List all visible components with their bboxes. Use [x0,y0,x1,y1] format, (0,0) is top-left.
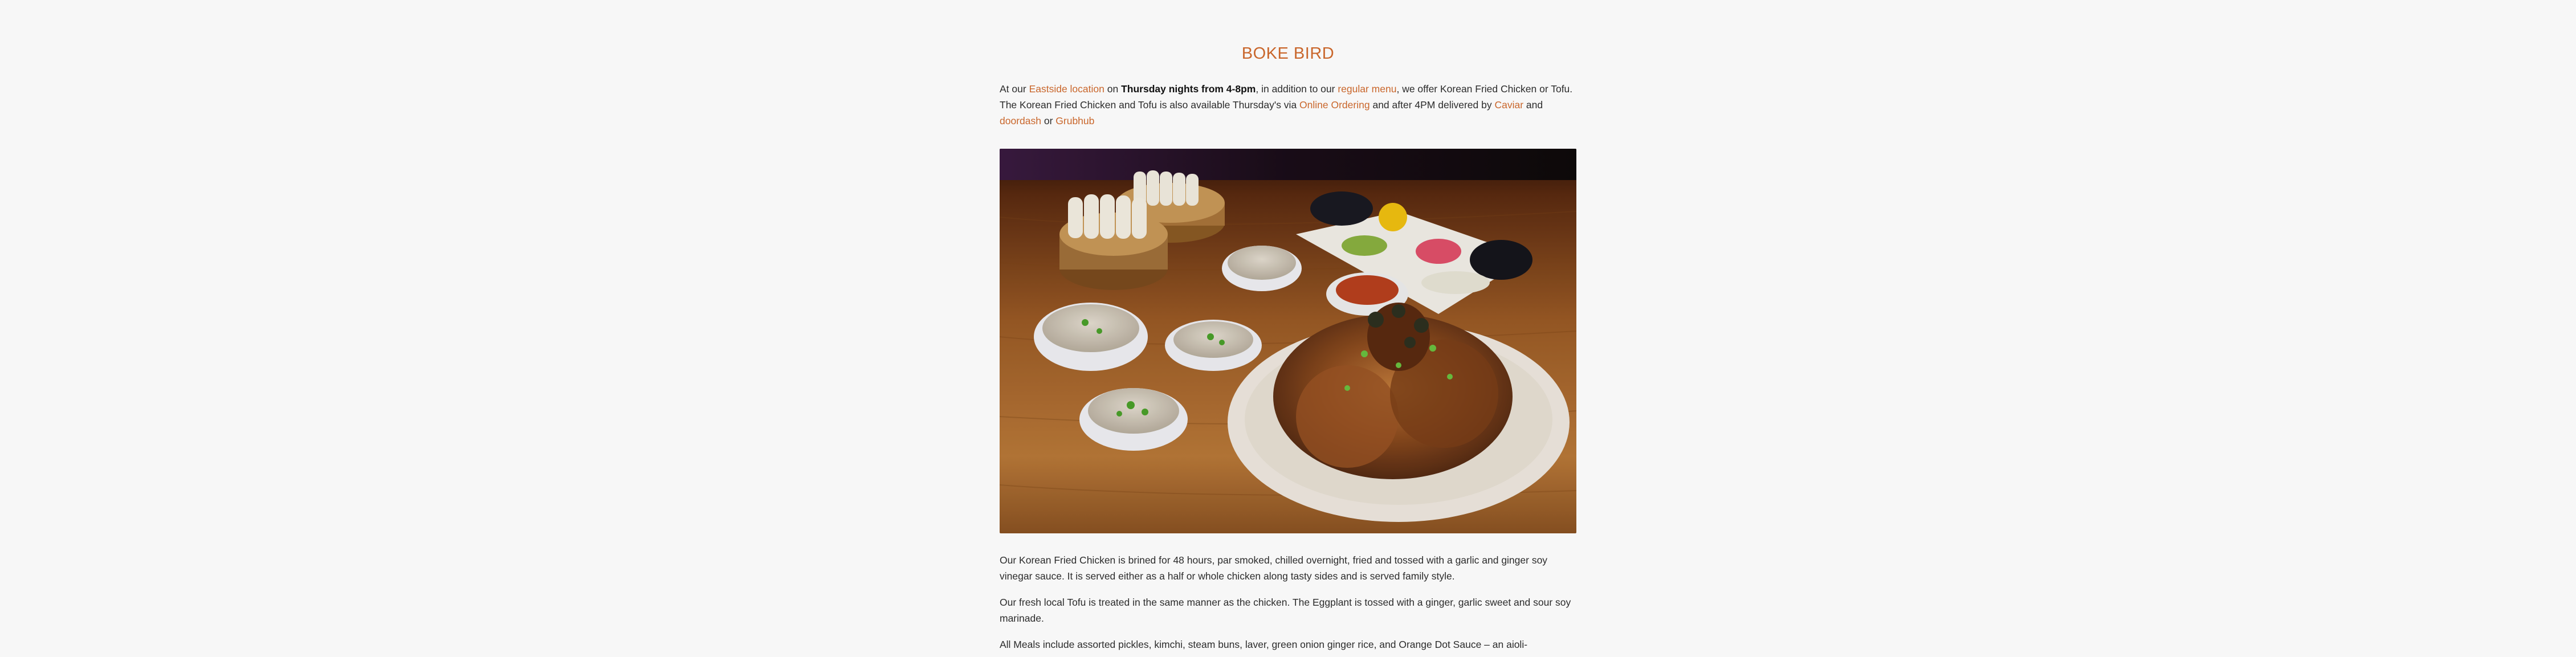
intro-text: , we offer Korean Fried Chicken or Tofu. The Korean Fried Chicken and Tofu is also available Thursday's via [1000,83,1573,111]
tofu-description: Our fresh local Tofu is treated in the same manner as the chicken. The Eggplant is tossed with a ginger, garlic sweet and sour soy marinade. [1000,597,1571,624]
eastside-location-link[interactable]: Eastside location [1029,83,1104,95]
grubhub-link[interactable]: Grubhub [1055,115,1095,126]
intro-text: and after 4PM delivered by [1369,99,1495,111]
meals-description: All Meals include assorted pickles, kimchi, steam buns, laver, green onion ginger rice, and Orange Dot Sauce – an aioli- [1000,639,1528,650]
chicken-description: Our Korean Fried Chicken is brined for 48 hours, par smoked, chilled overnight, fried and tossed with a garlic and ginger soy vinegar sauce. It is served either as a half or whole chicken along tasty sides and is served family style. [1000,554,1548,582]
page-title: BOKE BIRD [1241,44,1335,63]
caviar-link[interactable]: Caviar [1494,99,1524,111]
food-photo [1000,149,1576,533]
doordash-link[interactable]: doordash [1000,115,1041,126]
intro-text: or [1041,115,1056,126]
intro-text: , in addition to our [1256,83,1338,95]
thursday-hours: Thursday nights from 4-8pm [1121,83,1256,95]
online-ordering-link[interactable]: Online Ordering [1299,99,1370,111]
regular-menu-link[interactable]: regular menu [1338,83,1397,95]
intro-text: on [1104,83,1122,95]
intro-text: At our [1000,83,1029,95]
intro-text: and [1523,99,1543,111]
intro-paragraph [1000,81,1576,129]
